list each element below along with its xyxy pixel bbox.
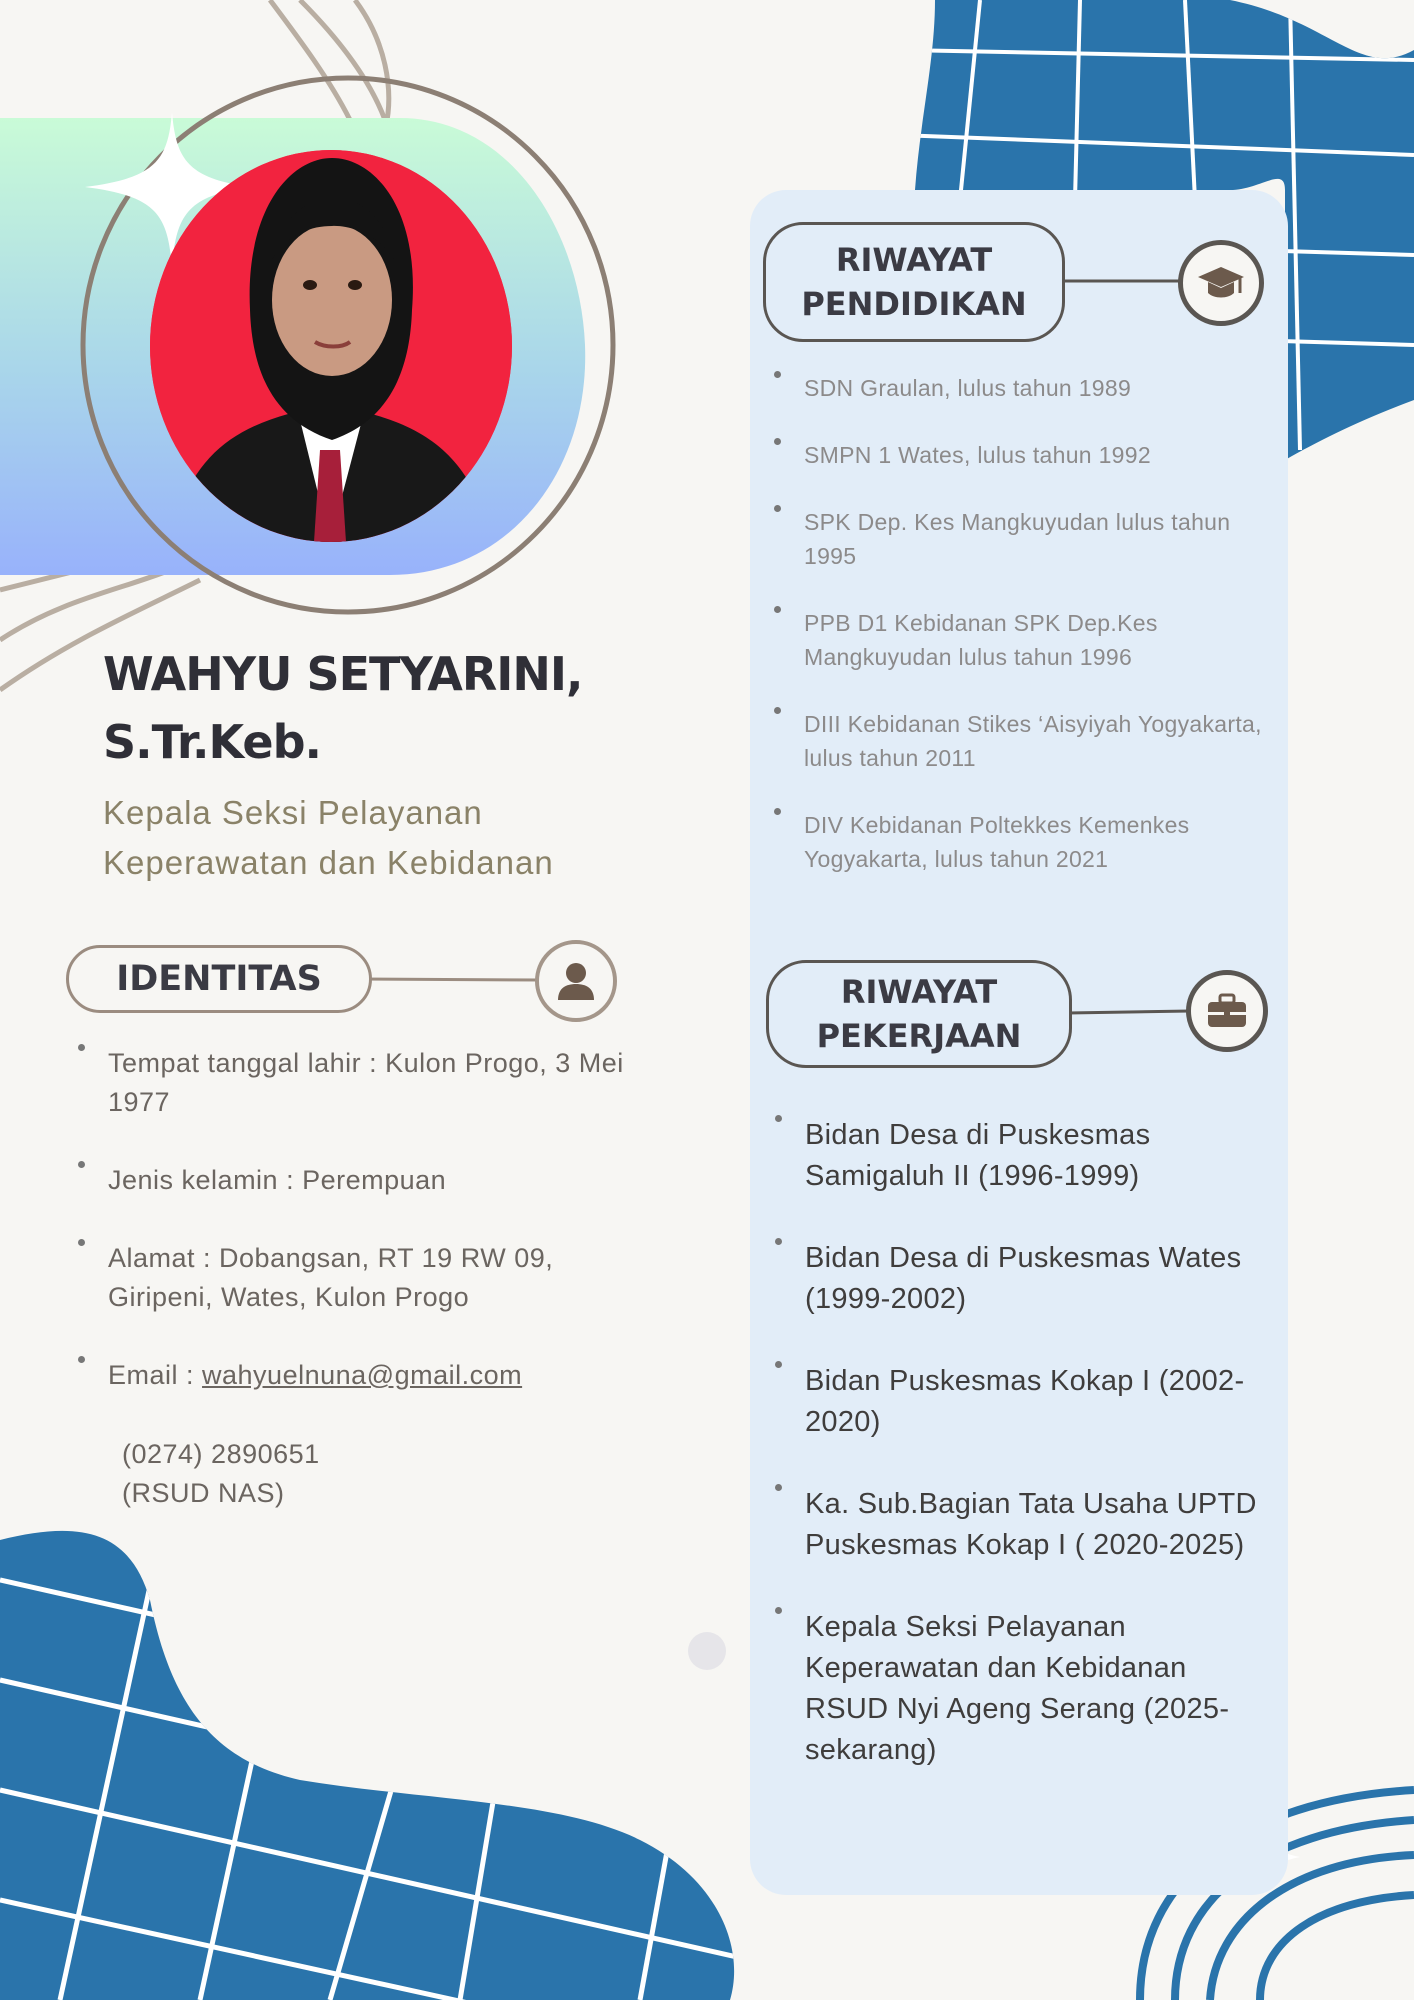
pendidikan-section (774, 371, 1274, 909)
role-line-1: Kepala Seksi Pelayanan (103, 794, 483, 831)
job-title (103, 788, 663, 888)
pendidikan-item: DIII Kebidanan Stikes ‘Aisyiyah Yogyakarta, lulus tahun 2011 (774, 707, 1274, 775)
pekerjaan-item: Kepala Seksi Pelayanan Keperawatan dan Kebidanan RSUD Nyi Ageng Serang (2025-sekarang) (775, 1607, 1275, 1771)
decorative-dot (688, 1632, 726, 1670)
pekerjaan-item: Bidan Desa di Puskesmas Samigaluh II (1996-1999) (775, 1115, 1275, 1197)
role-line-2: Keperawatan dan Kebidanan (103, 844, 554, 881)
phone-block (122, 1435, 320, 1513)
identitas-list (78, 1044, 638, 1395)
email-item (78, 1356, 638, 1395)
pekerjaan-heading-line-1: RIWAYAT (840, 973, 998, 1011)
identitas-icon-badge (535, 940, 617, 1022)
beige-loops-top (270, 0, 389, 130)
address-item: Alamat : Dobangsan, RT 19 RW 09, Giripeni, Wates, Kulon Progo (78, 1239, 638, 1317)
identitas-section (78, 1044, 638, 1434)
name-line-1: WAHYU SETYARINI, (103, 647, 583, 701)
graduation-cap-icon (1196, 263, 1246, 303)
briefcase-icon (1206, 993, 1248, 1029)
pendidikan-list (774, 371, 1274, 876)
phone-number: (0274) 2890651 (122, 1439, 320, 1469)
pendidikan-item: SPK Dep. Kes Mangkuyudan lulus tahun 1995 (774, 505, 1274, 573)
full-name (103, 640, 663, 776)
pendidikan-heading (763, 222, 1065, 342)
pekerjaan-section (775, 1115, 1275, 1812)
identitas-heading (66, 945, 372, 1013)
pekerjaan-list (775, 1115, 1275, 1771)
pendidikan-connector (1060, 277, 1182, 287)
gender-item: Jenis kelamin : Perempuan (78, 1161, 638, 1200)
pendidikan-item: SDN Graulan, lulus tahun 1989 (774, 371, 1274, 405)
person-portrait-icon (150, 150, 512, 542)
name-line-2: S.Tr.Keb. (103, 715, 321, 769)
pekerjaan-item: Bidan Desa di Puskesmas Wates (1999-2002) (775, 1238, 1275, 1320)
pendidikan-item: DIV Kebidanan Poltekkes Kemenkes Yogyakarta, lulus tahun 2021 (774, 808, 1274, 876)
phone-note: (RSUD NAS) (122, 1478, 285, 1508)
email-label: Email : (108, 1360, 203, 1390)
pendidikan-heading-line-2: PENDIDIKAN (801, 285, 1027, 323)
blue-blob-bottom-left (0, 1531, 750, 2000)
pendidikan-heading-line-1: RIWAYAT (835, 241, 993, 279)
identitas-connector (360, 975, 540, 985)
pendidikan-item: PPB D1 Kebidanan SPK Dep.Kes Mangkuyudan lulus tahun 1996 (774, 606, 1274, 674)
email-link[interactable]: wahyuelnuna@gmail.com (202, 1360, 523, 1390)
pekerjaan-heading-line-2: PEKERJAAN (816, 1017, 1022, 1055)
pekerjaan-item: Ka. Sub.Bagian Tata Usaha UPTD Puskesmas Kokap I ( 2020-2025) (775, 1484, 1275, 1566)
identitas-heading-text: IDENTITAS (116, 959, 322, 999)
pendidikan-icon-badge (1178, 240, 1264, 326)
user-icon (555, 960, 597, 1002)
pekerjaan-icon-badge (1186, 970, 1268, 1052)
profile-photo (150, 150, 512, 542)
pendidikan-item: SMPN 1 Wates, lulus tahun 1992 (774, 438, 1274, 472)
birth-item: Tempat tanggal lahir : Kulon Progo, 3 Mei 1977 (78, 1044, 638, 1122)
pekerjaan-connector (1068, 1008, 1190, 1018)
pekerjaan-item: Bidan Puskesmas Kokap I (2002-2020) (775, 1361, 1275, 1443)
pekerjaan-heading (766, 960, 1072, 1068)
